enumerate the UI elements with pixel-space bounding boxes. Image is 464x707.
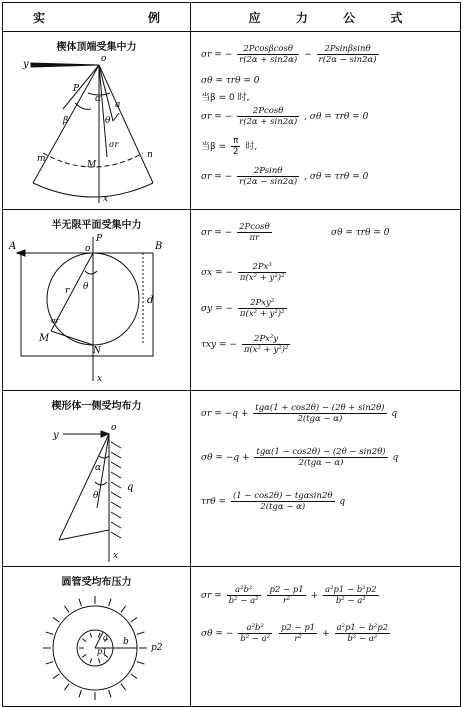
label-n: n — [147, 150, 153, 160]
formula-trt: τrθ = $\frac{\text{(1 − cos2θ) − tgαsin2θ}}{\text{2(tgα − α)}}$ q — [201, 491, 346, 512]
label-y: y — [23, 59, 29, 70]
label-a: a — [115, 100, 121, 110]
example-cell — [3, 567, 191, 707]
half-plane-diagram — [3, 231, 189, 386]
formula-txy: τxy = − $\frac{\text{2Px²y}}{\text{π(x² + y²)²}}$ — [201, 334, 289, 355]
example-cell — [3, 210, 191, 391]
outer-pressure-tick — [121, 684, 126, 690]
case-title: 圆管受均布压力 — [61, 577, 132, 588]
formula-cell — [191, 210, 461, 391]
label-o: o — [101, 54, 107, 64]
stress-formula-table — [2, 2, 461, 707]
label-M: M — [87, 160, 97, 170]
case-title: 半无限平面受集中力 — [51, 220, 142, 231]
formula-st: σθ = − $\frac{\text{a²b²}}{\text{b² − a²}}$ $\frac{p2 - p1}{\text{r²}}$ + $\frac{\text{a²p1 − b²p2}}{\text{b² − a²}}$ — [201, 623, 389, 644]
outer-pressure-tick — [53, 674, 59, 679]
label-d: d — [147, 295, 154, 306]
outer-pressure-tick — [109, 599, 111, 607]
label-p1: p1 — [97, 647, 108, 656]
formula-sr: σr = − $\frac{2Pcos\theta}{\pi r}$ — [201, 222, 270, 243]
formula-sr: σr = $\frac{\text{a²b²}}{\text{b² − a²}}$ $\frac{p2 - p1}{\text{r²}}$ + $\frac{\text{a²p1 − b²p2}}{\text{b² − a²}}$ — [201, 585, 377, 606]
formula-st: σθ = τrθ = 0 — [201, 76, 260, 86]
formula-sr: σr = − $\frac{2Pcos\beta\cos\theta}{r(2\alpha + \sin 2\alpha)}$ − $\frac{2Psin\beta\sin\theta}{r(2\alpha - \sin 2\alpha)}$ — [201, 44, 377, 65]
label-p2: p2 — [151, 643, 163, 653]
label-o: o — [111, 423, 117, 433]
label-o: o — [85, 244, 91, 254]
formula-sx: σx = − $\frac{\text{2Px³}}{\text{π(x² + y²)²}}$ — [201, 262, 285, 283]
wedge-side-diagram — [3, 412, 189, 562]
formula-st: σθ = τrθ = 0 — [331, 228, 390, 238]
label-x: x — [103, 194, 109, 203]
inner-pressure-tick — [82, 654, 86, 657]
table-row-wedge-side-load — [3, 391, 461, 567]
header-formula: 应 力 公 式 — [191, 3, 461, 32]
outer-pressure-tick — [109, 690, 111, 698]
label-alpha: α — [95, 94, 102, 104]
label-M: M — [39, 333, 50, 344]
outer-pressure-tick — [64, 606, 69, 612]
label-b: b — [123, 637, 129, 647]
outer-pressure-tick — [79, 690, 81, 698]
stress-formula-table-page — [2, 2, 460, 698]
table-row-wedge-apex-force — [3, 32, 461, 210]
case-title: 楔形体一侧受均布力 — [51, 401, 142, 412]
label-P: P — [73, 84, 80, 94]
inner-pressure-tick — [98, 633, 100, 638]
tube-diagram — [3, 588, 189, 702]
outer-pressure-tick — [121, 606, 126, 612]
label-sr: σr — [51, 317, 60, 325]
label-q: q — [127, 482, 134, 493]
label-m: m — [37, 154, 46, 164]
formula-sy: σy = − $\frac{\text{2Pxy²}}{\text{π(x² + y²)²}}$ — [201, 298, 285, 319]
label-P: P — [96, 234, 103, 244]
label-x: x — [113, 551, 119, 561]
outer-pressure-tick — [131, 674, 137, 679]
outer-pressure-tick — [46, 662, 54, 664]
formula-sr: σr = −q + $\frac{\text{tgα(1 + cos2θ) − (2θ + sin2θ)}}{\text{2(tgα − α)}}$ q — [201, 403, 398, 424]
case-title: 楔体顶端受集中力 — [56, 42, 137, 53]
label-theta: θ — [93, 491, 99, 501]
outer-pressure-tick — [53, 617, 59, 622]
inner-pressure-tick — [82, 639, 86, 642]
example-cell — [3, 391, 191, 567]
formula-sr-beta0: σr = − $\frac{2Pcos\theta}{r(2\alpha + \sin 2\alpha)}$ , σθ = τrθ = 0 — [201, 106, 369, 127]
formula-cell — [191, 391, 461, 567]
label-y: y — [53, 430, 59, 441]
outer-pressure-tick — [131, 617, 137, 622]
wedge-apex-diagram — [3, 53, 189, 203]
inner-pressure-tick — [98, 658, 100, 663]
table-header-row — [3, 3, 461, 32]
outer-pressure-tick — [79, 599, 81, 607]
label-A: A — [9, 241, 17, 252]
outer-pressure-tick — [46, 632, 54, 634]
table-row-tube-pressure — [3, 567, 461, 707]
formula-cell — [191, 32, 461, 210]
case-beta-pi: 当β = $\frac{\pi}{2}$ 时, — [201, 136, 258, 157]
label-theta: θ — [105, 116, 111, 126]
outer-pressure-tick — [64, 684, 69, 690]
inner-pressure-tick — [90, 658, 92, 663]
label-theta: θ — [83, 282, 89, 292]
label-alpha: α — [95, 463, 102, 473]
label-sr: σr — [109, 140, 119, 149]
formula-sr-beta-pi: σr = − $\frac{2Psin\theta}{r(2\alpha - \sin 2\alpha)}$ , σθ = τrθ = 0 — [201, 166, 369, 187]
label-r: r — [65, 286, 70, 296]
outer-pressure-tick — [137, 662, 145, 664]
label-x: x — [97, 374, 103, 384]
outer-pressure-tick — [137, 632, 145, 634]
label-beta: β — [63, 116, 69, 126]
label-N: N — [93, 346, 101, 356]
formula-st: σθ = −q + $\frac{\text{tgα(1 − cos2θ) − (2θ − sin2θ)}}{\text{2(tgα − α)}}$ q — [201, 447, 399, 468]
header-example: 实 例 — [3, 3, 191, 32]
case-beta-zero: 当β = 0 时, — [201, 93, 250, 103]
formula-cell — [191, 567, 461, 707]
table-row-half-plane-force — [3, 210, 461, 391]
label-a: a — [103, 633, 108, 642]
inner-pressure-tick — [90, 633, 92, 638]
label-B: B — [155, 241, 163, 252]
example-cell — [3, 32, 191, 210]
